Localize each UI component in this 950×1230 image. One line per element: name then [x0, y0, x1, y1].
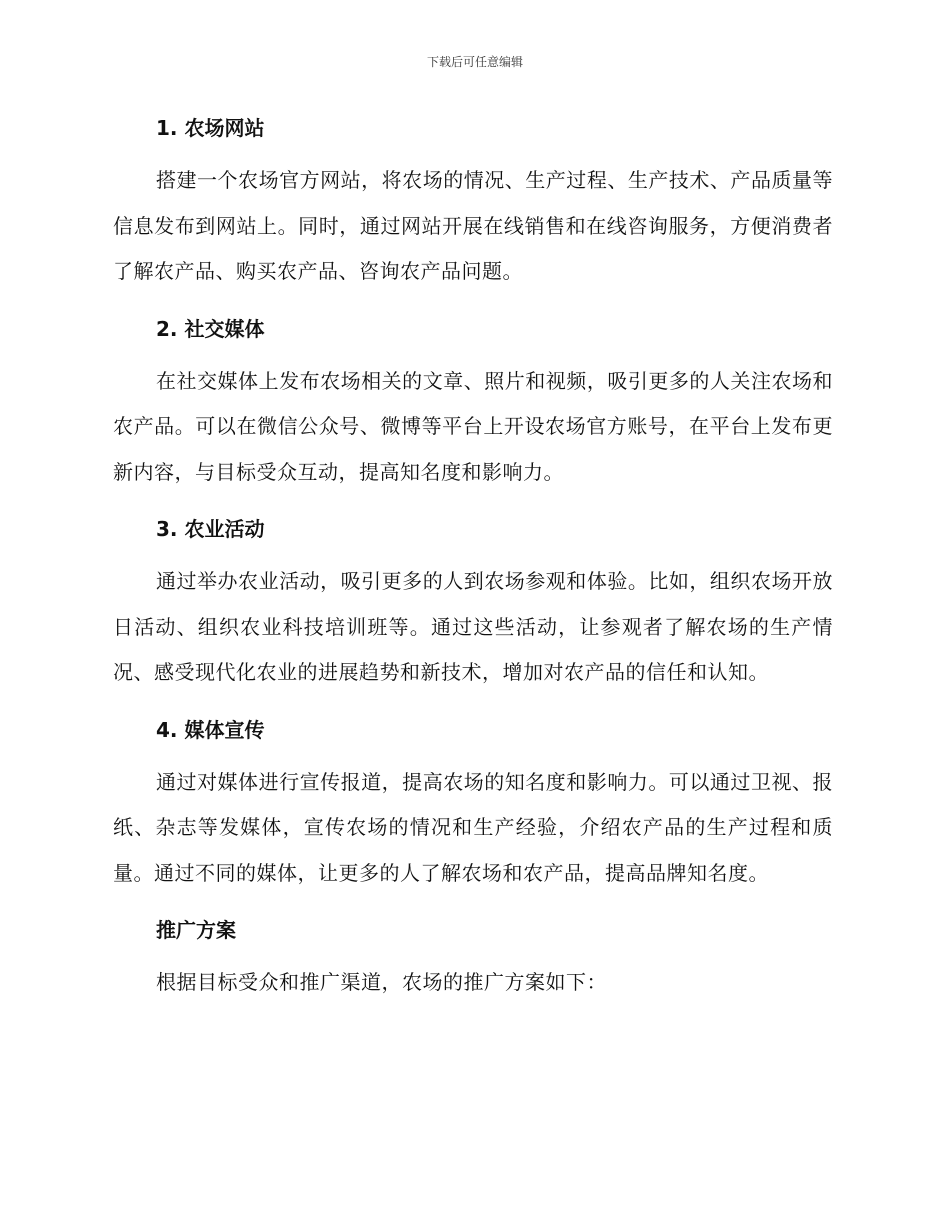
section-heading-media-publicity: 4. 媒体宣传: [156, 717, 265, 742]
section-paragraph-farm-activities: 通过举办农业活动，吸引更多的人到农场参观和体验。比如，组织农场开放日活动、组织农业科技培训班等。通过这些活动，让参观者了解农场的生产情况、感受现代化农业的进展趋势和新技术，增加对农产品的信任和认知。: [113, 569, 833, 684]
section-heading-promotion-plan: 推广方案: [156, 918, 236, 942]
section-paragraph-social-media: 在社交媒体上发布农场相关的文章、照片和视频，吸引更多的人关注农场和农产品。可以在微信公众号、微博等平台上开设农场官方账号，在平台上发布更新内容，与目标受众互动，提高知名度和影响力。: [113, 368, 833, 484]
section-heading-farm-activities: 3. 农业活动: [156, 517, 265, 541]
section-paragraph-promotion-plan: 根据目标受众和推广渠道，农场的推广方案如下：: [156, 970, 607, 994]
section-heading-farm-website: 1. 农场网站: [156, 116, 265, 140]
section-heading-social-media: 2. 社交媒体: [156, 316, 265, 341]
document-body: [113, 110, 833, 1022]
section-paragraph-media-publicity: 通过对媒体进行宣传报道，提高农场的知名度和影响力。可以通过卫视、报纸、杂志等发媒体，宣传农场的情况和生产经验，介绍农产品的生产过程和质量。通过不同的媒体，让更多的人了解农场和农产品，提高品牌知名度。: [113, 769, 833, 885]
page-header: 下载后可任意编辑: [426, 55, 523, 69]
section-paragraph-farm-website: 搭建一个农场官方网站，将农场的情况、生产过程、生产技术、产品质量等信息发布到网站上。同时，通过网站开展在线销售和在线咨询服务，方便消费者了解农产品、购买农产品、咨询农产品问题。: [113, 168, 833, 283]
